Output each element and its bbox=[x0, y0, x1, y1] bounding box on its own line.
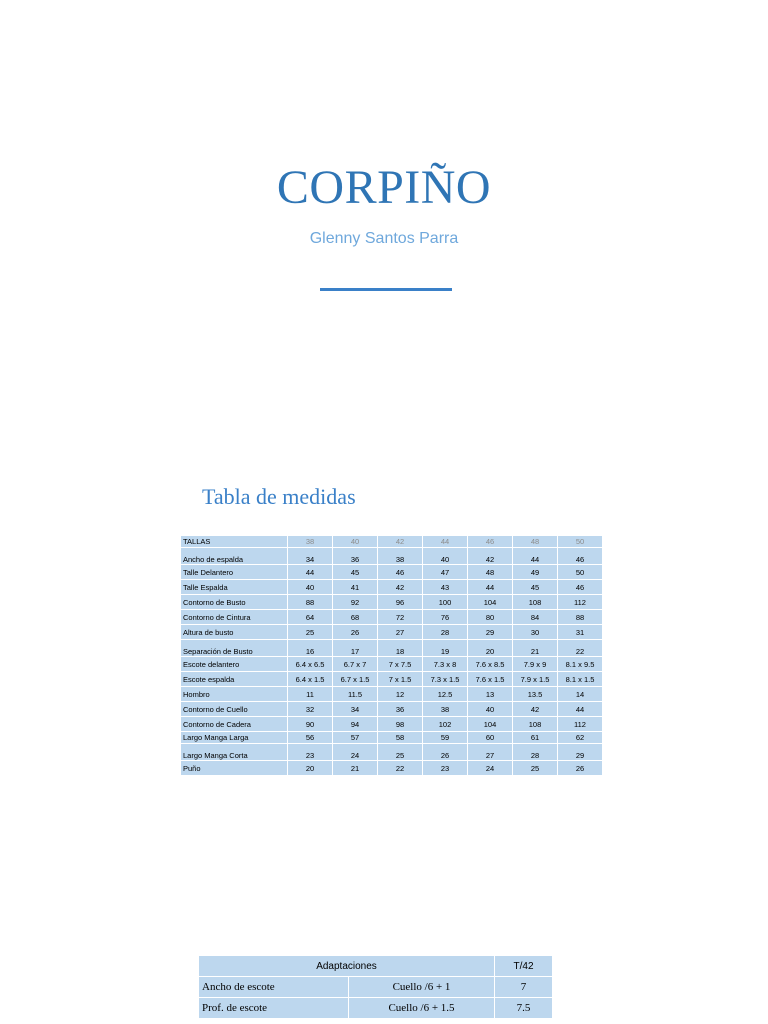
table-cell: 14 bbox=[558, 687, 603, 702]
table-row bbox=[181, 702, 603, 717]
table-cell: 7.6 x 1.5 bbox=[468, 672, 513, 687]
table-cell: 7.3 x 1.5 bbox=[423, 672, 468, 687]
table-cell: 18 bbox=[378, 640, 423, 657]
row-label: Contorno de Busto bbox=[181, 595, 288, 610]
measures-heading: Tabla de medidas bbox=[202, 484, 356, 509]
size-header: 42 bbox=[378, 536, 423, 548]
table-cell: 102 bbox=[423, 717, 468, 732]
table-cell: 21 bbox=[333, 761, 378, 776]
table-cell: 23 bbox=[423, 761, 468, 776]
table-cell: 7.6 x 8.5 bbox=[468, 657, 513, 672]
table-row bbox=[181, 687, 603, 702]
table-cell: 40 bbox=[288, 580, 333, 595]
table-cell: 43 bbox=[423, 580, 468, 595]
table-row bbox=[181, 595, 603, 610]
table-cell: 38 bbox=[423, 702, 468, 717]
table-cell: 22 bbox=[378, 761, 423, 776]
table-cell: 13.5 bbox=[513, 687, 558, 702]
table-cell: 11.5 bbox=[333, 687, 378, 702]
table-cell: 84 bbox=[513, 610, 558, 625]
document-title: CORPIÑO bbox=[276, 161, 492, 214]
table-cell: 32 bbox=[288, 702, 333, 717]
row-label: Separación de Busto bbox=[181, 640, 288, 657]
row-label: Altura de busto bbox=[181, 625, 288, 640]
table-cell: 104 bbox=[468, 717, 513, 732]
row-label: Largo Manga Larga bbox=[181, 732, 288, 744]
table-cell: 34 bbox=[333, 702, 378, 717]
table-cell: 50 bbox=[558, 565, 603, 580]
table-cell: 28 bbox=[423, 625, 468, 640]
table-cell: 57 bbox=[333, 732, 378, 744]
document-author: Glenny Santos Parra bbox=[309, 230, 459, 247]
table-cell: 27 bbox=[378, 625, 423, 640]
row-label: Escote espalda bbox=[181, 672, 288, 687]
table-cell: 40 bbox=[423, 548, 468, 565]
table-cell: 46 bbox=[558, 580, 603, 595]
table-cell: 25 bbox=[378, 744, 423, 761]
table-cell: 49 bbox=[513, 565, 558, 580]
size-header: 38 bbox=[288, 536, 333, 548]
table-cell: 6.7 x 7 bbox=[333, 657, 378, 672]
table-row bbox=[181, 548, 603, 565]
table-cell: 72 bbox=[378, 610, 423, 625]
table-cell: 38 bbox=[378, 548, 423, 565]
table-cell: 112 bbox=[558, 717, 603, 732]
table-cell: 62 bbox=[558, 732, 603, 744]
table-cell: 36 bbox=[378, 702, 423, 717]
table-cell: 8.1 x 9.5 bbox=[558, 657, 603, 672]
table-cell: 108 bbox=[513, 717, 558, 732]
table-cell: 42 bbox=[378, 580, 423, 595]
table-row bbox=[181, 565, 603, 580]
table-cell: 88 bbox=[558, 610, 603, 625]
table-cell: 44 bbox=[288, 565, 333, 580]
table-cell: 27 bbox=[468, 744, 513, 761]
table-row bbox=[181, 672, 603, 687]
table-header-row bbox=[181, 536, 603, 548]
table-row bbox=[181, 580, 603, 595]
table-cell: 30 bbox=[513, 625, 558, 640]
adaptation-value: 7 bbox=[495, 977, 553, 998]
row-label: Contorno de Cintura bbox=[181, 610, 288, 625]
table-cell: 12 bbox=[378, 687, 423, 702]
table-cell: 68 bbox=[333, 610, 378, 625]
table-cell: 59 bbox=[423, 732, 468, 744]
table-cell: 26 bbox=[558, 761, 603, 776]
table-cell: 31 bbox=[558, 625, 603, 640]
row-label: Hombro bbox=[181, 687, 288, 702]
table-cell: 46 bbox=[378, 565, 423, 580]
table-cell: 23 bbox=[288, 744, 333, 761]
table-cell: 47 bbox=[423, 565, 468, 580]
table-cell: 7.9 x 9 bbox=[513, 657, 558, 672]
table-cell: 26 bbox=[423, 744, 468, 761]
size-header: 48 bbox=[513, 536, 558, 548]
table-cell: 7.3 x 8 bbox=[423, 657, 468, 672]
table-cell: 21 bbox=[513, 640, 558, 657]
table-row bbox=[181, 657, 603, 672]
table-cell: 44 bbox=[558, 702, 603, 717]
row-label: Ancho de espalda bbox=[181, 548, 288, 565]
table-cell: 20 bbox=[288, 761, 333, 776]
size-column-header: T/42 bbox=[495, 956, 553, 977]
table-cell: 108 bbox=[513, 595, 558, 610]
table-cell: 58 bbox=[378, 732, 423, 744]
row-label: Largo Manga Corta bbox=[181, 744, 288, 761]
table-cell: 45 bbox=[513, 580, 558, 595]
table-cell: 24 bbox=[333, 744, 378, 761]
table-cell: 7.9 x 1.5 bbox=[513, 672, 558, 687]
table-cell: 6.7 x 1.5 bbox=[333, 672, 378, 687]
table-cell: 6.4 x 6.5 bbox=[288, 657, 333, 672]
table-cell: 13 bbox=[468, 687, 513, 702]
adaptation-formula: Cuello /6 + 1.5 bbox=[349, 998, 495, 1019]
adaptations-header-row bbox=[199, 956, 553, 977]
table-cell: 98 bbox=[378, 717, 423, 732]
header-label: TALLAS bbox=[181, 536, 288, 548]
table-cell: 100 bbox=[423, 595, 468, 610]
table-cell: 60 bbox=[468, 732, 513, 744]
table-cell: 90 bbox=[288, 717, 333, 732]
table-cell: 44 bbox=[468, 580, 513, 595]
row-label: Contorno de Cadera bbox=[181, 717, 288, 732]
table-row bbox=[181, 744, 603, 761]
table-cell: 48 bbox=[468, 565, 513, 580]
table-cell: 112 bbox=[558, 595, 603, 610]
table-cell: 6.4 x 1.5 bbox=[288, 672, 333, 687]
row-label: Escote delantero bbox=[181, 657, 288, 672]
table-cell: 7 x 7.5 bbox=[378, 657, 423, 672]
row-label: Puño bbox=[181, 761, 288, 776]
table-cell: 42 bbox=[513, 702, 558, 717]
size-header: 40 bbox=[333, 536, 378, 548]
table-cell: 29 bbox=[468, 625, 513, 640]
table-cell: 25 bbox=[288, 625, 333, 640]
table-cell: 17 bbox=[333, 640, 378, 657]
adaptation-value: 7.5 bbox=[495, 998, 553, 1019]
row-label: Contorno de Cuello bbox=[181, 702, 288, 717]
table-row bbox=[181, 640, 603, 657]
table-cell: 94 bbox=[333, 717, 378, 732]
table-cell: 7 x 1.5 bbox=[378, 672, 423, 687]
size-header: 46 bbox=[468, 536, 513, 548]
table-cell: 42 bbox=[468, 548, 513, 565]
table-row bbox=[181, 610, 603, 625]
table-cell: 80 bbox=[468, 610, 513, 625]
table-cell: 56 bbox=[288, 732, 333, 744]
table-cell: 88 bbox=[288, 595, 333, 610]
table-cell: 46 bbox=[558, 548, 603, 565]
table-cell: 76 bbox=[423, 610, 468, 625]
table-row bbox=[181, 625, 603, 640]
adaptation-name: Ancho de escote bbox=[199, 977, 349, 998]
table-cell: 36 bbox=[333, 548, 378, 565]
adaptation-formula: Cuello /6 + 1 bbox=[349, 977, 495, 998]
adaptations-table bbox=[198, 955, 553, 1019]
adaptation-name: Prof. de escote bbox=[199, 998, 349, 1019]
table-cell: 96 bbox=[378, 595, 423, 610]
adaptations-header: Adaptaciones bbox=[199, 956, 495, 977]
measures-table bbox=[180, 535, 603, 776]
table-cell: 20 bbox=[468, 640, 513, 657]
table-cell: 44 bbox=[513, 548, 558, 565]
table-cell: 19 bbox=[423, 640, 468, 657]
table-cell: 11 bbox=[288, 687, 333, 702]
table-row bbox=[181, 761, 603, 776]
table-cell: 34 bbox=[288, 548, 333, 565]
row-label: Talle Espalda bbox=[181, 580, 288, 595]
table-cell: 12.5 bbox=[423, 687, 468, 702]
table-row bbox=[181, 732, 603, 744]
table-cell: 64 bbox=[288, 610, 333, 625]
adaptation-row bbox=[199, 977, 553, 998]
table-cell: 22 bbox=[558, 640, 603, 657]
table-cell: 26 bbox=[333, 625, 378, 640]
table-cell: 92 bbox=[333, 595, 378, 610]
title-divider bbox=[320, 288, 452, 291]
table-cell: 25 bbox=[513, 761, 558, 776]
table-cell: 40 bbox=[468, 702, 513, 717]
table-cell: 104 bbox=[468, 595, 513, 610]
table-cell: 29 bbox=[558, 744, 603, 761]
table-cell: 61 bbox=[513, 732, 558, 744]
table-cell: 16 bbox=[288, 640, 333, 657]
size-header: 44 bbox=[423, 536, 468, 548]
table-cell: 28 bbox=[513, 744, 558, 761]
table-cell: 41 bbox=[333, 580, 378, 595]
row-label: Talle Delantero bbox=[181, 565, 288, 580]
table-cell: 8.1 x 1.5 bbox=[558, 672, 603, 687]
table-row bbox=[181, 717, 603, 732]
table-cell: 45 bbox=[333, 565, 378, 580]
size-header: 50 bbox=[558, 536, 603, 548]
adaptation-row bbox=[199, 998, 553, 1019]
table-cell: 24 bbox=[468, 761, 513, 776]
